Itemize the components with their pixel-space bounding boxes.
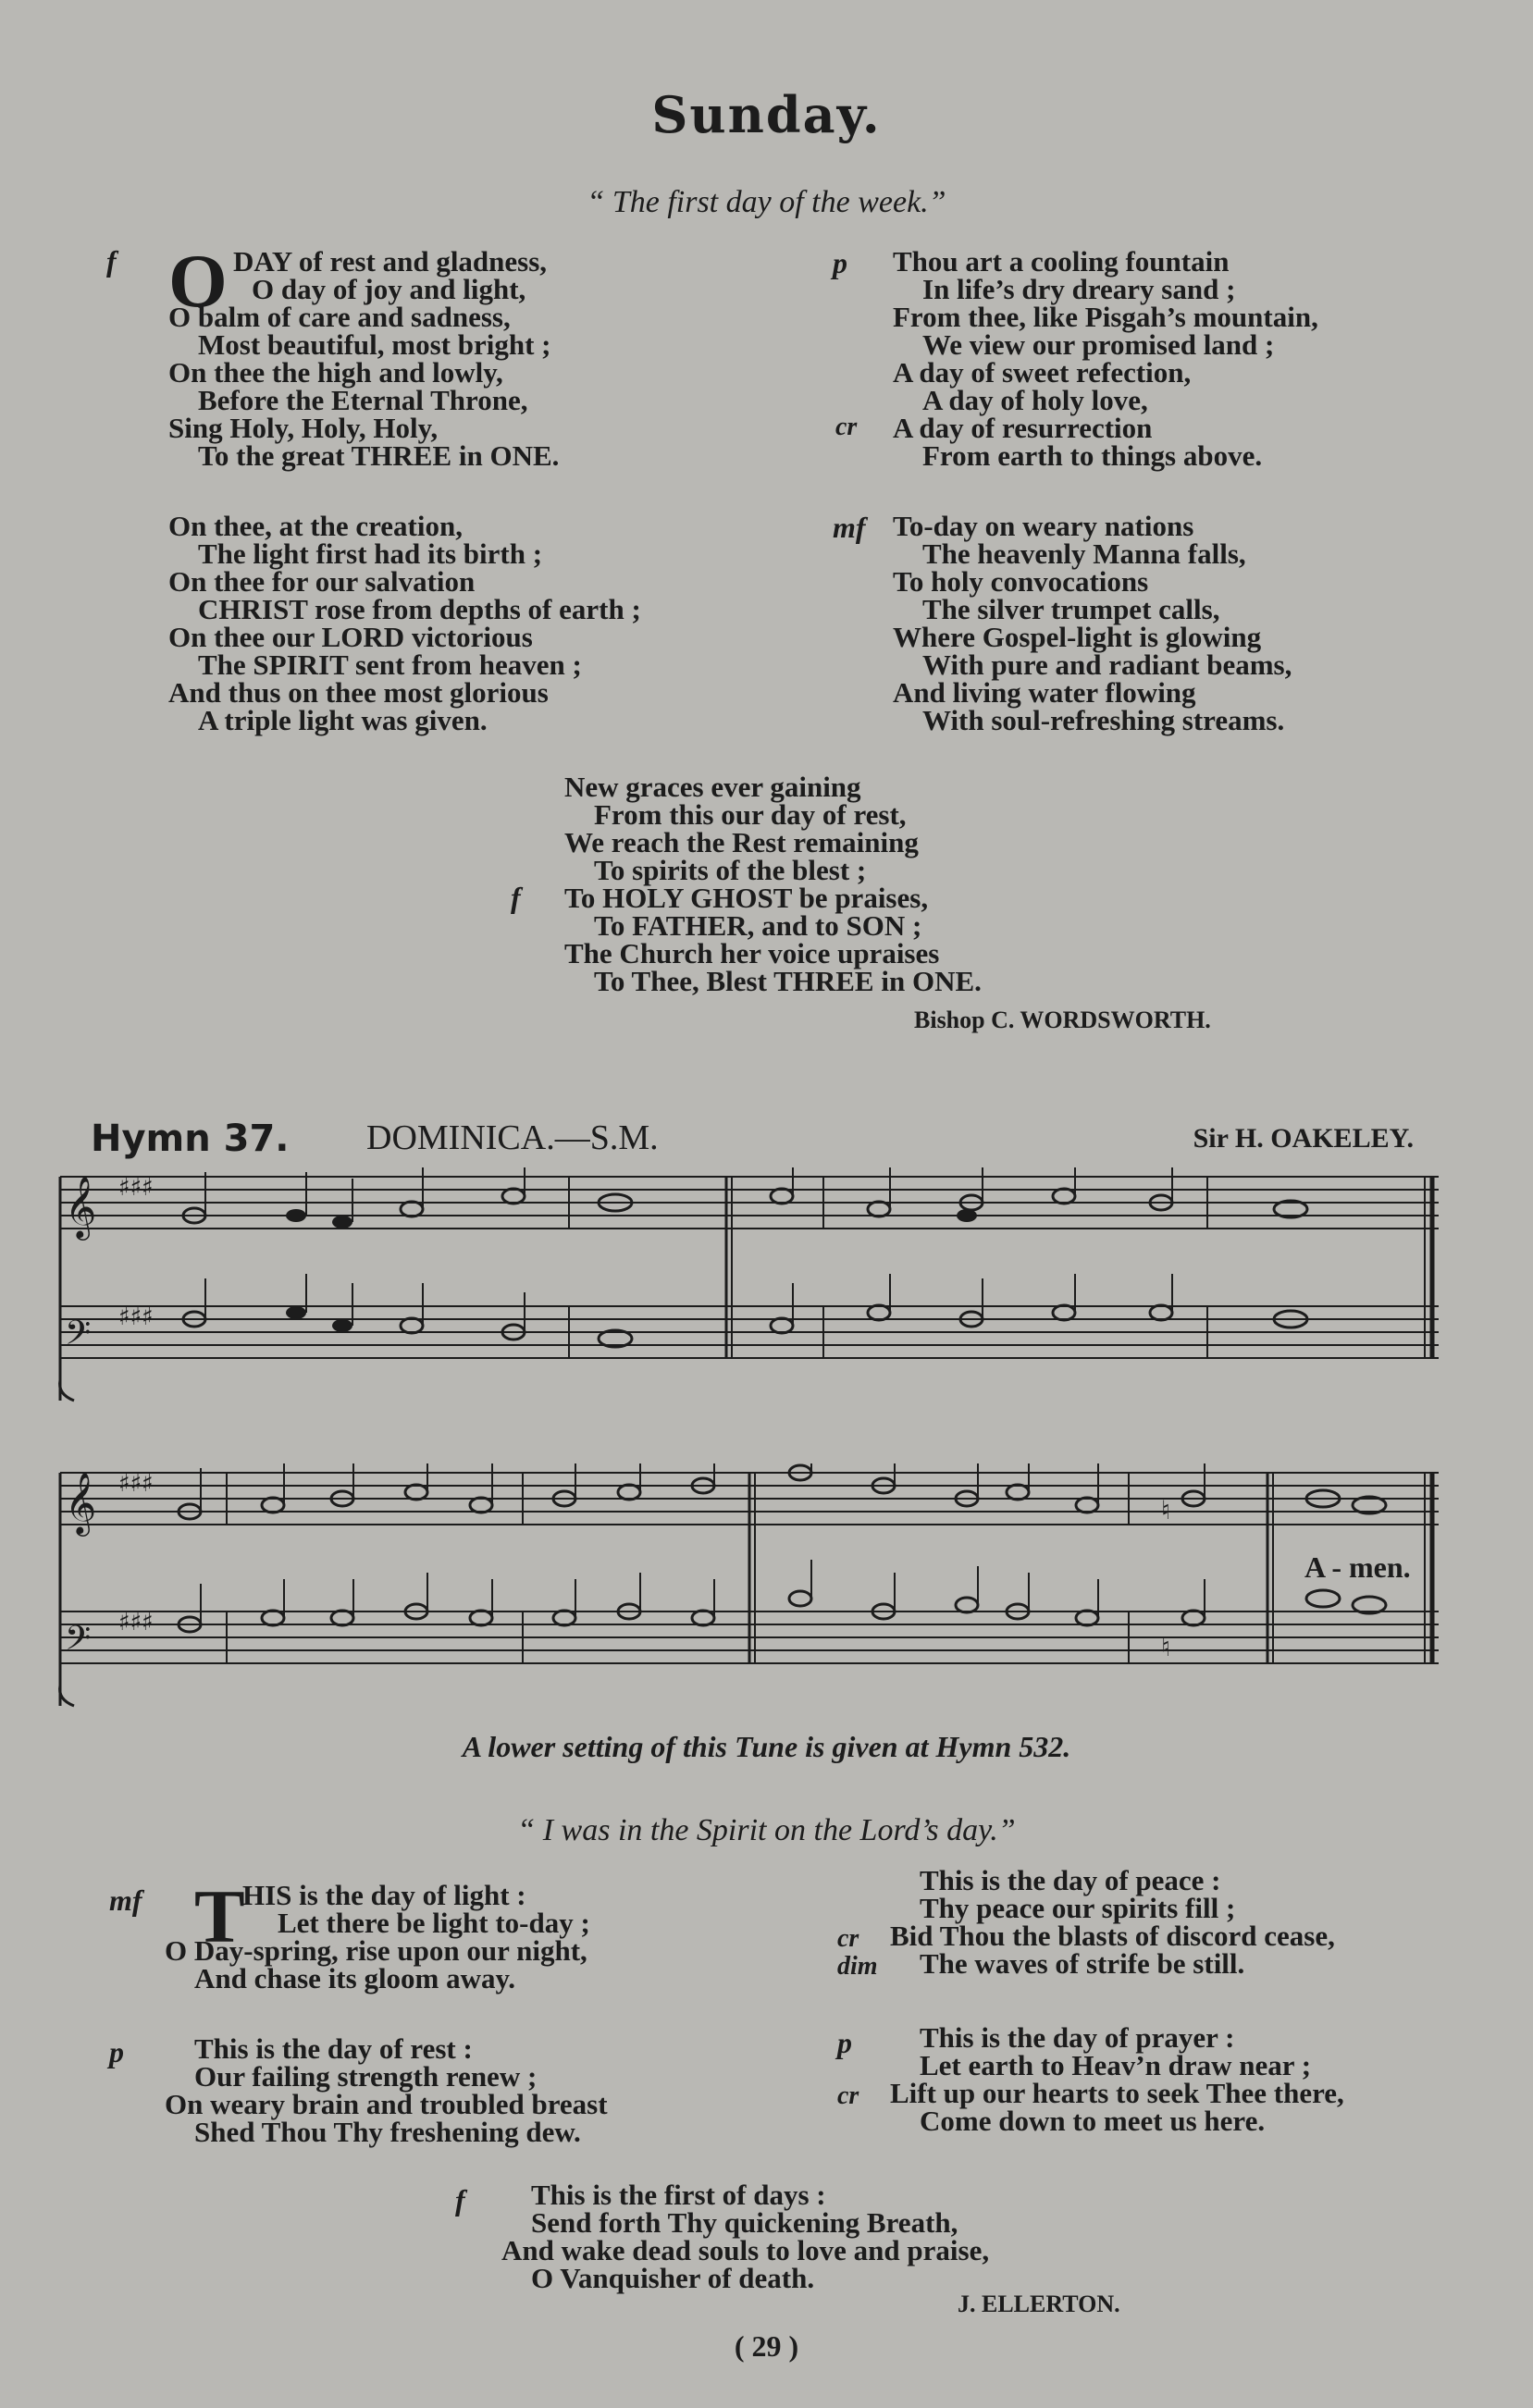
- svg-text:♯♯♯: ♯♯♯: [118, 1174, 154, 1202]
- hymn-number: Hymn 37.: [91, 1118, 290, 1160]
- music-system-2: [0, 1463, 1533, 1713]
- svg-text:𝄞: 𝄞: [65, 1471, 97, 1534]
- stanza-5: New graces ever gaining From this our day of rest, We reach the Rest remaining To spirits of the blest ; To HOLY GHOST be praises, To FATHER, and to SON ; The Church her voice upraises To Thee, Blest THREE in ONE.: [564, 771, 982, 997]
- svg-text:♮: ♮: [1161, 1632, 1171, 1662]
- hymn37-stanza-2: This is the day of peace : Thy peace our spirits fill ; Bid Thou the blasts of discord cease, The waves of strife be still.: [890, 1864, 1335, 1980]
- svg-text:𝄞: 𝄞: [65, 1175, 97, 1238]
- svg-text:♯♯♯: ♯♯♯: [118, 1470, 154, 1498]
- hymn36-motto: “ The first day of the week.”: [587, 185, 946, 219]
- dynamic-f: f: [106, 244, 117, 278]
- hymn37-stanza-1: HIS is the day of light : Let there be light to-day ; O Day-spring, rise upon our night, And chase its gloom away.: [165, 1879, 590, 1994]
- dynamic-mf: mf: [833, 511, 866, 544]
- dynamic-cr: cr: [837, 2081, 859, 2110]
- hymn37-stanza-4: This is the day of prayer : Let earth to Heav’n draw near ; Lift up our hearts to seek Thee there, Come down to meet us here.: [890, 2021, 1344, 2137]
- page-number: ( 29 ): [734, 2329, 799, 2363]
- stanza-1: DAY of rest and gladness, O day of joy and light, O balm of care and sadness, Most beautiful, most bright ; On thee the high and lowly, Before the Eternal Throne, Sing Holy, Holy, Holy, To the great THREE in ONE.: [168, 245, 560, 472]
- tune-name: DOMINICA.—S.M.: [366, 1118, 659, 1157]
- svg-text:♯♯♯: ♯♯♯: [118, 1303, 154, 1331]
- svg-text:♯♯♯: ♯♯♯: [118, 1609, 154, 1636]
- hymn36-author: Bishop C. WORDSWORTH.: [914, 1006, 1211, 1033]
- drop-cap: T: [194, 1874, 245, 1958]
- drop-cap: O: [168, 239, 228, 323]
- dynamic-f: f: [455, 2183, 465, 2217]
- page-title: Sunday.: [651, 85, 882, 144]
- dynamic-cr: cr: [837, 1924, 859, 1953]
- dynamic-p: p: [837, 2026, 852, 2059]
- stanza-2: Thou art a cooling fountain In life’s dry dreary sand ; From thee, like Pisgah’s mountain, We view our promised land ; A day of sweet refection, A day of holy love, A day of resurrection From earth to things above.: [893, 245, 1318, 472]
- dynamic-mf: mf: [109, 1883, 142, 1917]
- svg-text:𝄢: 𝄢: [65, 1619, 92, 1666]
- hymn37-stanza-5: This is the first of days : Send forth Thy quickening Breath, And wake dead souls to love and praise, O Vanquisher of death.: [501, 2179, 990, 2294]
- composer: Sir H. OAKELEY.: [1193, 1123, 1414, 1154]
- dynamic-p: p: [833, 246, 847, 279]
- music-system-1: [0, 1167, 1533, 1408]
- svg-text:♮: ♮: [1161, 1495, 1171, 1525]
- hymn37-author: J. ELLERTON.: [958, 2291, 1120, 2317]
- dynamic-dim: dim: [837, 1952, 878, 1981]
- amen-text: A - men.: [1304, 1550, 1411, 1584]
- lower-setting-note: A lower setting of this Tune is given at Hymn 532.: [462, 1730, 1071, 1763]
- hymn37-header: [91, 1118, 1414, 1164]
- hymn37-stanza-3: This is the day of rest : Our failing strength renew ; On weary brain and troubled breast Shed Thou Thy freshening dew.: [165, 2032, 608, 2148]
- stanza-3: On thee, at the creation, The light first had its birth ; On thee for our salvation CHRIST rose from depths of earth ; On thee our LORD victorious The SPIRIT sent from heaven ; And thus on thee most glorious A triple light was given.: [168, 510, 641, 736]
- hymn37-motto: “ I was in the Spirit on the Lord’s day.”: [517, 1813, 1016, 1847]
- dynamic-f: f: [511, 881, 521, 914]
- dynamic-cr: cr: [835, 413, 858, 441]
- dynamic-p: p: [109, 2035, 124, 2068]
- svg-text:𝄢: 𝄢: [65, 1314, 92, 1361]
- stanza-4: To-day on weary nations The heavenly Manna falls, To holy convocations The silver trumpet calls, Where Gospel-light is glowing With pure and radiant beams, And living water flowing With soul-refreshing streams.: [893, 510, 1292, 736]
